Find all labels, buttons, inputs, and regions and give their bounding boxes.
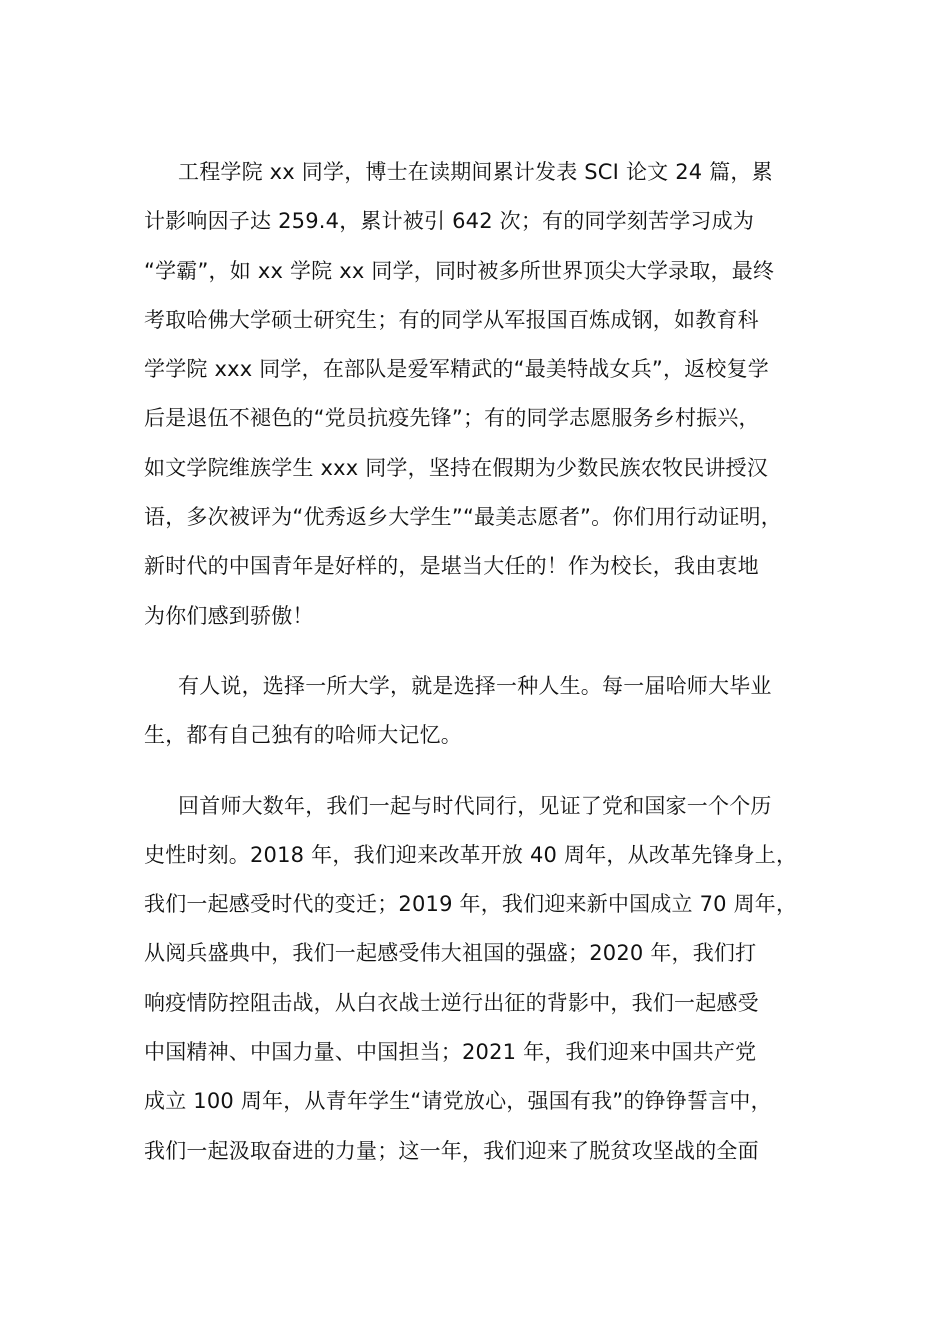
- text-line: 有人说，选择一所大学，就是选择一种人生。每一届哈师大毕业: [178, 673, 772, 698]
- text-line: 工程学院 xx 同学，博士在读期间累计发表 SCI 论文 24 篇，累: [178, 160, 773, 184]
- text-line: 考取哈佛大学硕士研究生；有的同学从军报国百炼成钢，如教育科: [144, 307, 759, 332]
- text-line: 回首师大数年，我们一起与时代同行，见证了党和国家一个个历: [178, 793, 772, 818]
- text-line: 语，多次被评为“优秀返乡大学生”“最美志愿者”。你们用行动证明，: [144, 505, 782, 530]
- text-line: “学霸”，如 xx 学院 xx 同学，同时被多所世界顶尖大学录取，最终: [144, 258, 775, 283]
- text-line: 响疫情防控阻击战，从白衣战士逆行出征的背影中，我们一起感受: [144, 990, 759, 1015]
- text-line: 从阅兵盛典中，我们一起感受伟大祖国的强盛；2020 年，我们打: [144, 941, 757, 966]
- text-line: 我们一起感受时代的变迁；2019 年，我们迎来新中国成立 70 周年，: [144, 892, 798, 917]
- paragraph-spacer: [144, 761, 824, 782]
- text-line: 新时代的中国青年是好样的，是堪当大任的！作为校长，我由衷地: [144, 554, 759, 579]
- text-line: 为你们感到骄傲！: [144, 603, 314, 628]
- text-line: 后是退伍不褪色的“党员抗疫先锋”；有的同学志愿服务乡村振兴，: [144, 406, 760, 431]
- text-line: 我们一起汲取奋进的力量；这一年，我们迎来了脱贫攻坚战的全面: [144, 1138, 759, 1163]
- paragraph-historic-moments: [144, 782, 824, 1176]
- paragraph-spacer: [144, 641, 824, 662]
- document-body: [144, 148, 824, 1176]
- text-line: 学学院 xxx 同学，在部队是爱军精武的“最美特战女兵”，返校复学: [144, 357, 769, 382]
- text-line: 生，都有自己独有的哈师大记忆。: [144, 723, 462, 748]
- paragraph-university-choice: [144, 662, 824, 761]
- paragraph-student-achievements: [144, 148, 824, 641]
- text-line: 计影响因子达 259.4，累计被引 642 次；有的同学刻苦学习成为: [144, 209, 755, 234]
- text-line: 史性时刻。2018 年，我们迎来改革开放 40 周年，从改革先锋身上，: [144, 842, 798, 867]
- text-line: 成立 100 周年，从青年学生“请党放心，强国有我”的铮铮誓言中，: [144, 1089, 772, 1114]
- text-line: 如文学院维族学生 xxx 同学，坚持在假期为少数民族农牧民讲授汉: [144, 455, 769, 480]
- text-line: 中国精神、中国力量、中国担当；2021 年，我们迎来中国共产党: [144, 1040, 757, 1065]
